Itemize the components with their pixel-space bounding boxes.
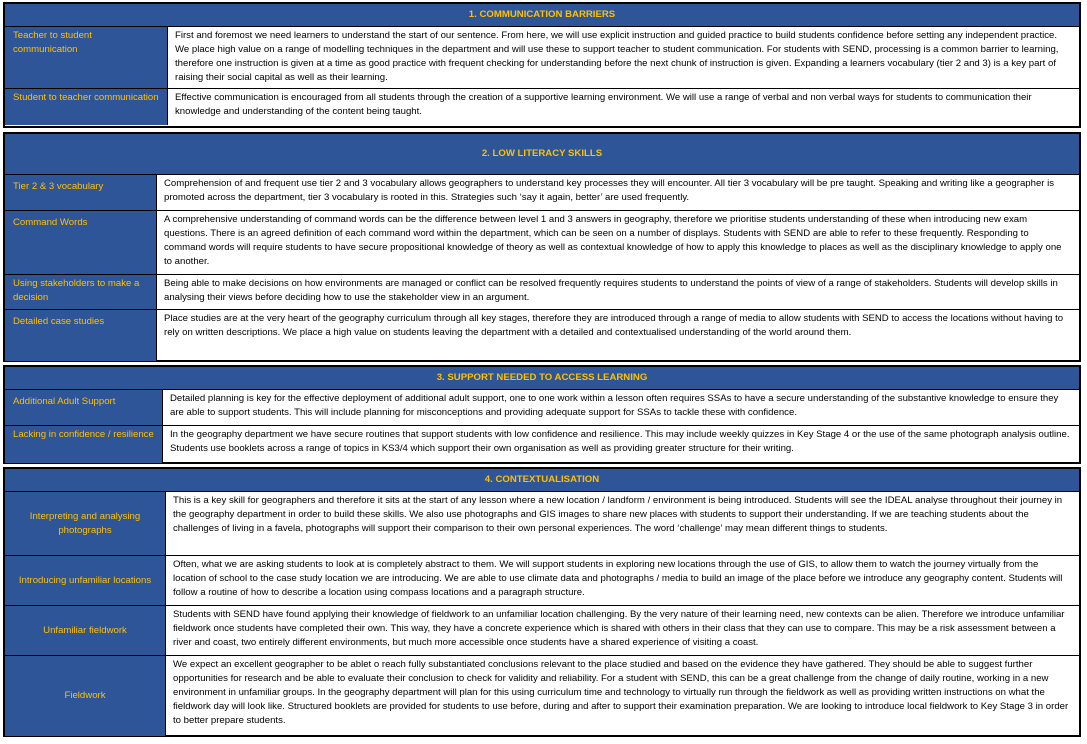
row-label: Introducing unfamiliar locations [5,556,166,605]
section-title: 1. COMMUNICATION BARRIERS [5,4,1079,27]
table-row [5,390,1079,426]
row-text: First and foremost we need learners to understand the start of our sentence. From here, we will use explicit instruction and guided practice to build students confidence before setting any independent practice. We place high value on a range of modelling techniques in the department and will use these to support teacher to student communication. For students with SEND, processing is a common barrier to learning, therefore one instruction is given at a time as good practice with frequent checking for understanding before the next chunk of instruction is given. Expanding a learners vocabulary (tier 2 and 3) is a key part of raising their social capital as well as their learning. [175,30,1059,83]
row-text: Being able to make decisions on how environments are managed or conflict can be resolved frequently requires students to understand the points of view of a range of stakeholders. Students will develop skills in analysing their views before deciding how to use the stakeholder view in an argument. [164,278,1058,303]
section-contextualisation [3,467,1081,737]
table-row [5,211,1079,275]
table-row [5,492,1079,556]
row-text: Detailed planning is key for the effective deployment of additional adult support, one to one work within a lesson often requires SSAs to have a secure understanding of the substantive knowledge to ensure they are able to support students. This will include planning for misconceptions and providing adequate support for SSAs to tackle these with confidence. [170,393,1059,418]
table-row [5,656,1079,736]
row-label: Unfamiliar fieldwork [5,606,166,655]
section-low-literacy-skills [3,132,1081,362]
row-text: A comprehensive understanding of command words can be the difference between level 1 and 3 answers in geography, therefore we prioritise students understanding of these when introducing new exam questions. There is an agreed definition of each command word within the department, which can be seen on a number of displays. Students with SEND are able to refer to these frequently. Responding to command words will require students to have secure propositional knowledge of theory as well as contextual knowledge of how to apply this knowledge to places as well as the disciplinary knowledge to apply one to another. [164,214,1062,267]
row-text: We expect an excellent geographer to be ablet o reach fully substantiated conclusions relevant to the place studied and based on the evidence they have gathered. They should be able to suggest further opportunities for research and be able to evaluate their conclusion to check for validity and reliability. For a student with SEND, this can be a great challenge from the change of daily routine, working in a new environment in unfamiliar groups. In the geography department will plan for this using curriculum time and technology to virtually run through the fieldwork as well as providing written instructions on what the fieldwork day will look like. Structured booklets are provided for students to use before, during and after to support their examination preparation. We are looking to introduce local fieldwork to Key Stage 3 in order to better prepare students. [173,659,1069,726]
row-label: Detailed case studies [5,310,157,361]
table-row [5,89,1079,125]
row-text: In the geography department we have secure routines that support students with low confidence and resilience. This may include weekly quizzes in Key Stage 4 or the use of the same photograph analysis outline. Students use booklets across a range of topics in KS3/4 which support their own organisation as well as providing greater structure for their writing. [170,429,1070,454]
row-label: Using stakeholders to make a decision [5,275,157,309]
table-row [5,310,1079,361]
table-row [5,175,1079,211]
section-support-needed [3,365,1081,464]
row-label: Additional Adult Support [5,390,163,425]
row-text: This is a key skill for geographers and therefore it sits at the start of any lesson where a new location / landform / environment is being introduced. Students will see the IDEAL analyse throughout their journey in the geography department in order to build these skills. We also use photographs and GIS images to share new places with students to support their understanding. If we are teaching students about the challenges of living in a favela, photographs will support their comparison to their own personal experiences. The word ‘challenge’ may mean different things to students. [173,495,1063,534]
row-text: Often, what we are asking students to look at is completely abstract to them. We will support students in exploring new locations through the use of GIS, to allow them to watch the journey virtually from the location of school to the case study location we are introducing. We are able to use climate data and photographs / media to build an image of the place before we introduce any geography content. Students will follow a routine of how to describe a location using compass locations and a paragraph structure. [173,559,1063,598]
table-row [5,275,1079,310]
row-label: Command Words [5,211,157,274]
section-title: 4. CONTEXTUALISATION [5,469,1079,492]
row-text: Students with SEND have found applying their knowledge of fieldwork to an unfamiliar location challenging. By the very nature of their learning need, new contexts can be alien. Therefore we introduce unfamiliar fieldwork once students have completed their own. This way, they have a concrete experience which is shared with others in their class that they can use to compare. This may be a risk assessment between a river and coast, two entirely different environments, but much more accessible once students have a shared experience of visiting a coast. [173,609,1065,648]
table-row [5,556,1079,606]
section-communication-barriers [3,2,1081,128]
table-row [5,606,1079,656]
row-text: Place studies are at the very heart of the geography curriculum through all key stages, therefore they are introduced through a range of media to allow students with SEND to access the locations without having to rely on written descriptions. We place a high value on students leaving the department with a detailed and contextualised understanding of the world around them. [164,313,1064,338]
row-label: Lacking in confidence / resilience [5,426,163,463]
table-row [5,426,1079,463]
row-text: Comprehension of and frequent use tier 2 and 3 vocabulary allows geographers to understand key processes they will encounter. All tier 3 vocabulary will be pre taught. Speaking and writing like a geographer is promoted across the department, tier 3 vocabulary is rooted in this. Strategies such ‘say it again, better’ are used frequently. [164,178,1055,203]
row-text: Effective communication is encouraged from all students through the creation of a supportive learning environment. We will use a range of verbal and non verbal ways for students to communication their knowledge and understanding of the content being taught. [175,92,1032,117]
row-label: Interpreting and analysing photographs [5,492,166,555]
table-row [5,27,1079,89]
section-title: 3. SUPPORT NEEDED TO ACCESS LEARNING [5,367,1079,390]
row-label: Student to teacher communication [5,89,168,125]
row-label: Fieldwork [5,656,166,736]
section-title: 2. LOW LITERACY SKILLS [5,134,1079,175]
row-label: Teacher to student communication [5,27,168,88]
row-label: Tier 2 & 3 vocabulary [5,175,157,210]
